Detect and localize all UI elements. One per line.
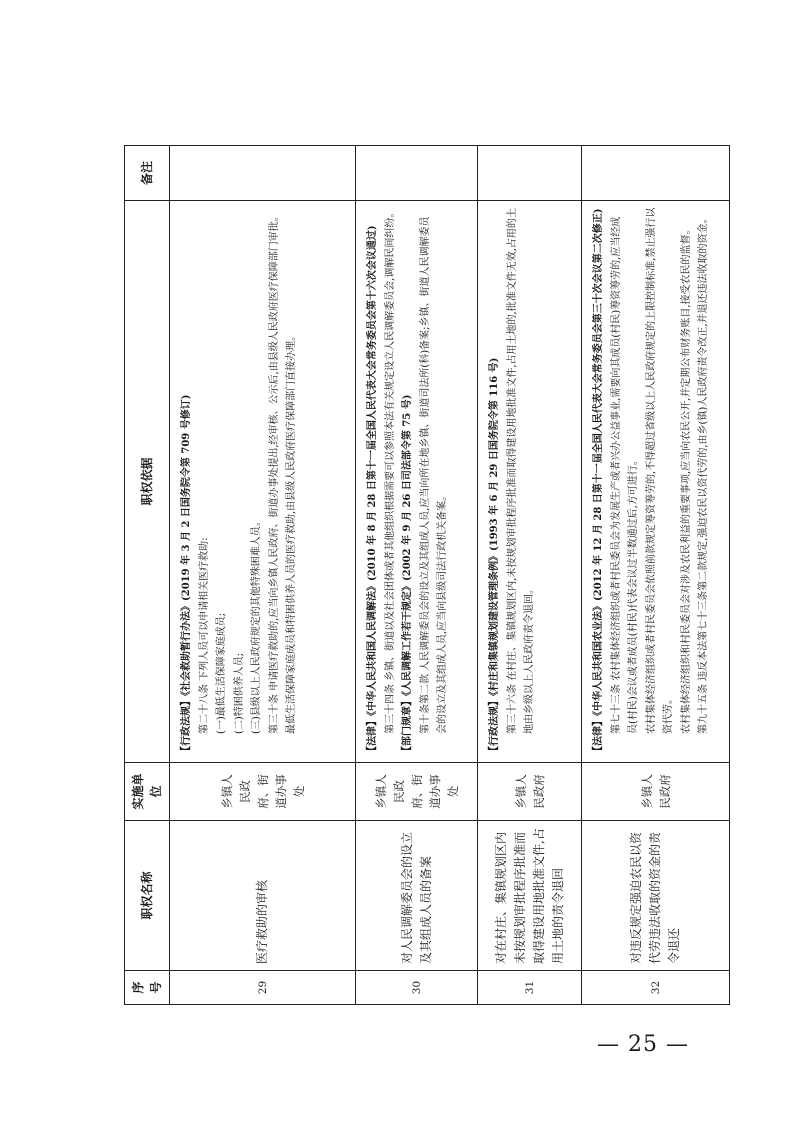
row-name: 对违反规定强迫农民以资代劳违法收取的资金的责令退还 xyxy=(582,821,730,971)
table-row xyxy=(356,146,478,1005)
header-name: 职权名称 xyxy=(125,821,170,971)
basis-line: 第三十条 申请医疗救助的,应当向乡镇人民政府、街道办事处提出,经审核、公示后,由县级人民政府医疗保障部门审批。最低生活保障家庭成员和特困供养人员的医疗救助,由县级人民政府医疗保障部门直接办理。 xyxy=(268,211,297,734)
basis-line: 【行政法规】《村庄和集镇规划建设管理条例》(1993 年 6 月 29 日国务院令第 116 号) xyxy=(489,357,500,756)
row-remark xyxy=(356,146,478,201)
basis-line: 农村集体经济组织和村民委员会对涉及农民利益的重要事项,应当向农民公开,并定期公布财务账目,接受农民的监督。 xyxy=(680,224,692,734)
row-unit: 乡镇人民政府、街道办事处 xyxy=(356,763,478,821)
basis-line: 第三十六条 在村庄、集镇规划区内,未按规划审批程序批准而取得建设用地批准文件,占用土地的,批准文件无效,占用的土地由乡级以上人民政府责令退回。 xyxy=(506,208,535,734)
row-seq: 29 xyxy=(170,971,356,1005)
row-basis xyxy=(478,201,582,763)
row-seq: 32 xyxy=(582,971,730,1005)
row-remark xyxy=(478,146,582,201)
row-seq: 31 xyxy=(478,971,582,1005)
row-basis xyxy=(170,201,356,763)
page-number: — 25 — xyxy=(597,1032,689,1057)
row-basis xyxy=(582,201,730,763)
row-unit: 乡镇人民政府 xyxy=(478,763,582,821)
basis-line: 第九十五条 违反本法第七十三条第二款规定,强迫农民以资代劳的,由乡(镇)人民政府责令改正,并退还违法收取的资金。 xyxy=(698,213,709,734)
row-basis xyxy=(356,201,478,763)
basis-line: (一)最低生活保障家庭成员; xyxy=(216,612,227,734)
basis-line: 第二十八条 下列人员可以申请相关医疗救助: xyxy=(198,537,210,734)
basis-line: 【法律】《中华人民共和国农业法》(2012 年 12 月 28 日第十一届全国人民代表大会常务委员会第三十次会议第二次修正) xyxy=(593,208,604,756)
row-seq: 30 xyxy=(356,971,478,1005)
row-unit: 乡镇人民政府、街道办事处 xyxy=(170,763,356,821)
basis-line: 农村集体经济组织或者村民委员会依照前款规定筹资筹劳的,不得超过省级以上人民政府规定的上限控制标准,禁止强行以资代劳。 xyxy=(645,207,674,734)
basis-line: 【行政法规】《社会救助暂行办法》(2019 年 3 月 2 日国务院令第 709 号修订) xyxy=(181,394,192,756)
row-unit: 乡镇人民政府 xyxy=(582,763,730,821)
duty-table xyxy=(124,145,730,1005)
row-name: 对人民调解委员会的设立及其组成人员的备案 xyxy=(356,821,478,971)
table-row xyxy=(170,146,356,1005)
header-remark: 备注 xyxy=(125,146,170,201)
header-seq: 序号 xyxy=(125,971,170,1005)
rotated-table-container xyxy=(124,146,709,1005)
basis-line: 【法律】《中华人民共和国人民调解法》(2010 年 8 月 28 日第十一届全国人民代表大会常务委员会第十六次会议通过) xyxy=(367,225,378,756)
basis-line: 【部门规章】《人民调解工作若干规定》(2002 年 9 月 26 日司法部令第 75 号) xyxy=(402,394,413,756)
header-basis: 职权依据 xyxy=(125,201,170,763)
table-header-row xyxy=(125,146,170,1005)
row-name: 对在村庄、集镇规划区内未按规划审批程序批准而取得建设用地批准文件,占用土地的责令退回 xyxy=(478,821,582,971)
row-name: 医疗救助的审核 xyxy=(170,821,356,971)
header-unit: 实施单位 xyxy=(125,763,170,821)
basis-line: 第七十三条 农村集体经济组织或者村民委员会为发展生产或者兴办公益事业,需要向其成员(村民)筹资筹劳的,应当经成员(村民)会议或者成员(村民)代表会议过半数通过后,方可进行。 xyxy=(610,216,639,734)
row-remark xyxy=(582,146,730,201)
table-row xyxy=(582,146,730,1005)
basis-line: 第十条第二款 人民调解委员会的设立及其组成人员,应当向所在地乡镇、街道司法所(科)备案;乡镇、街道人民调解委员会的设立及其组成人员,应当向县级司法行政机关备案。 xyxy=(419,216,448,734)
basis-line: 第三十四条 乡镇、街道以及社会团体或者其他组织根据需要可以参照本法有关规定设立人民调解委员会,调解民间纠纷。 xyxy=(384,207,396,734)
basis-line: (三)县级以上人民政府规定的其他特殊困难人员。 xyxy=(251,516,262,734)
table-row xyxy=(478,146,582,1005)
row-remark xyxy=(170,146,356,201)
basis-line: (二)特困供养人员; xyxy=(233,652,245,734)
